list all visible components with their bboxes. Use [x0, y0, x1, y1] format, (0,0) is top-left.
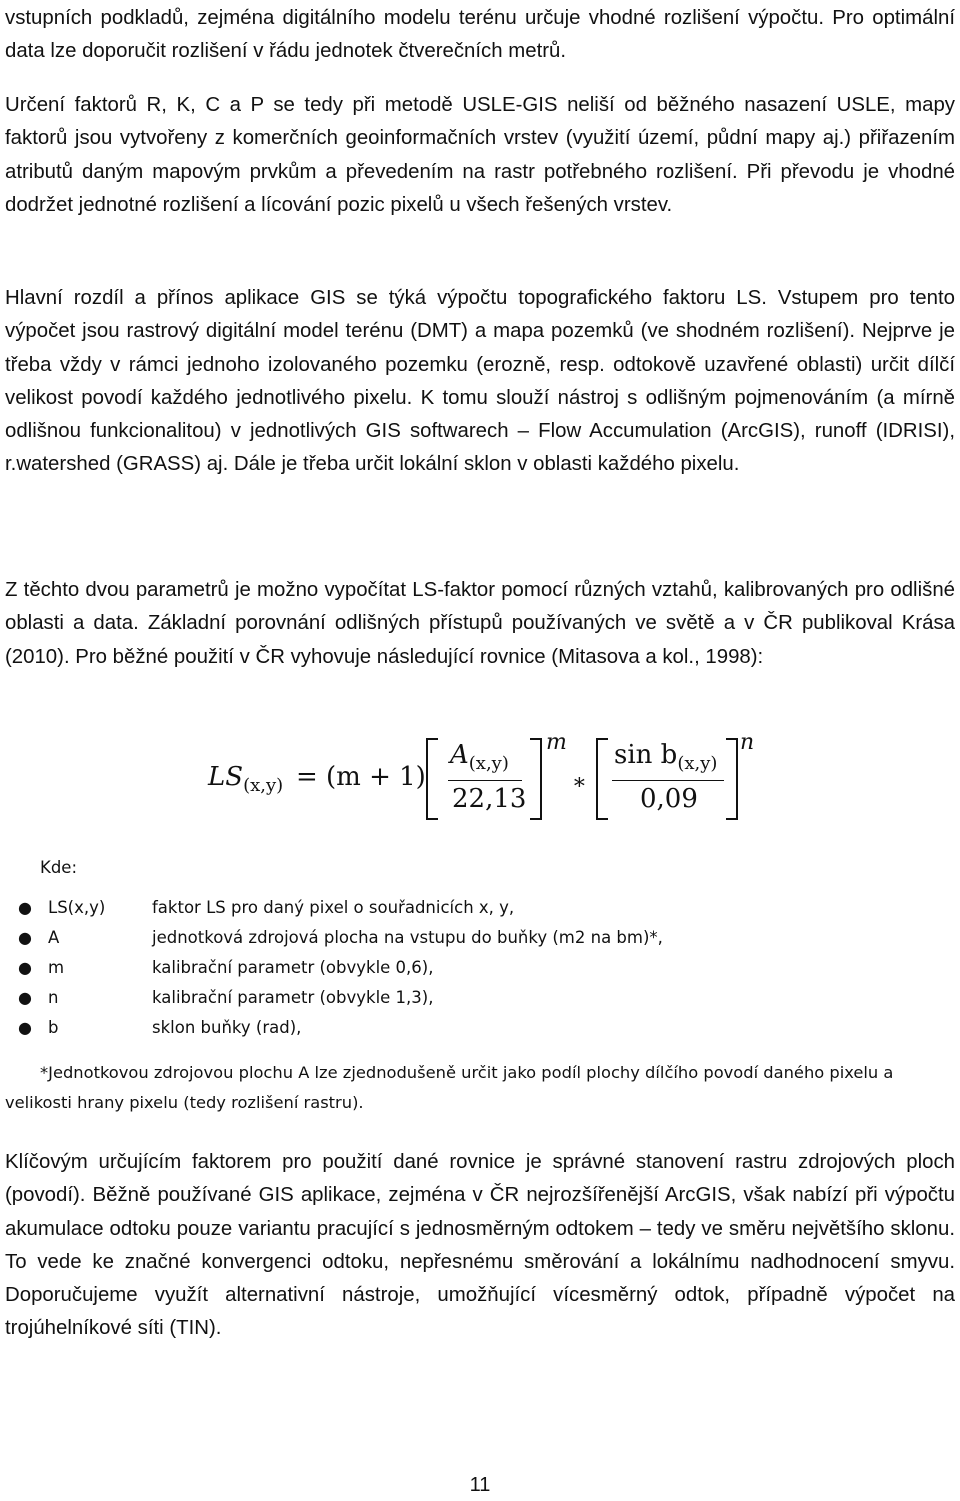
eq-bracket-right-1	[530, 738, 542, 820]
ls-equation	[200, 730, 800, 840]
eq-frac2-line	[612, 780, 724, 781]
legend-item	[18, 898, 920, 928]
eq-times: ∗	[572, 770, 587, 795]
legend-desc: faktor LS pro daný pixel o souřadnicích x, y,	[152, 898, 515, 917]
footnote-source-area: *Jednotkovou zdrojovou plochu A lze zjednodušeně určit jako podíl plochy dílčího povodí daného pixelu a velikosti hrany pixelu (tedy rozlišení rastru).	[5, 1063, 894, 1112]
eq-bracket-left-1	[426, 738, 438, 820]
eq-frac1-line	[448, 780, 522, 781]
paragraph-resolution: vstupních podkladů, zejména digitálního modelu terénu určuje vhodné rozlišení výpočtu. Pro optimální data lze doporučit rozlišení v řádu jednotek čtverečních metrů.	[5, 7, 955, 63]
legend-desc: sklon buňky (rad),	[152, 1018, 302, 1037]
legend-item	[18, 988, 920, 1018]
eq-lhs: $LS_{(x,y)}$	[208, 762, 284, 797]
bullet-icon: ●	[18, 958, 32, 977]
legend-item	[18, 928, 920, 958]
legend-term: n	[48, 988, 59, 1007]
bullet-icon: ●	[18, 898, 32, 917]
bullet-icon: ●	[18, 988, 32, 1007]
eq-exponent-n: n	[740, 730, 755, 755]
paragraph-conclusion: Klíčovým určujícím faktorem pro použití dané rovnice je správné stanovení rastru zdrojových ploch (povodí). Běžně používané GIS aplikace, zejména v ČR nejrozšířenější ArcGIS, však nabízí při výpočtu akumulace odtoku pouze variantu pracující s jednosměrným odtokem – tedy ve směru největšího sklonu. To vede ke značné konvergenci odtoku, nepřesnému směrování a lokálnímu nadhodnocení smyvu. Doporučujeme využít alternativní nástroje, umožňující vícesměrný odtok, případně výpočet na trojúhelníkové síti (TIN).	[5, 1151, 955, 1340]
eq-frac1-denominator: 22,13	[452, 784, 527, 814]
paragraph-factors: Určení faktorů R, K, C a P se tedy při metodě USLE-GIS neliší od běžného nasazení USLE, mapy faktorů jsou vytvořeny z komerčních geoinformačních vrstev (využití území, půdní mapy aj.) přiřazením atributů daným mapovým prvkům a převedením na rastr potřebného rozlišení. Při převodu je vhodné dodržet jednotné rozlišení a lícování pozic pixelů u všech řešených vrstev.	[5, 94, 955, 216]
eq-exponent-m: m	[546, 730, 567, 755]
paragraph-equation-intro: Z těchto dvou parametrů je možno vypočítat LS-faktor pomocí různých vztahů, kalibrovaných pro odlišné oblasti a data. Základní porovnání odlišných přístupů používaných ve světě a v ČR publikoval Krása (2010). Pro běžné použití v ČR vyhovuje následující rovnice (Mitasova a kol., 1998):	[5, 579, 955, 668]
legend-term: b	[48, 1018, 59, 1037]
eq-frac1-numerator: $A_{(x,y)}$	[450, 740, 509, 775]
eq-bracket-left-2	[596, 738, 608, 820]
eq-equals: =	[296, 762, 318, 792]
paragraph-ls-factor: Hlavní rozdíl a přínos aplikace GIS se týká výpočtu topografického faktoru LS. Vstupem pro tento výpočet jsou rastrový digitální model terénu (DMT) a mapa pozemků (ve shodném rozlišení). Nejprve je třeba vždy v rámci jednoho izolovaného pozemku (erozně, resp. odtokově uzavřené oblasti) určit dílčí velikost povodí každého jednotlivého pixelu. K tomu slouží nástroj s odlišným pojmenováním (a mírně odlišnou funkcionalitou) v jednotlivých GIS softwarech – Flow Accumulation (ArcGIS), runoff (IDRISI), r.watershed (GRASS) aj. Dále je třeba určit lokální sklon v oblasti každého pixelu.	[5, 287, 955, 476]
bullet-icon: ●	[18, 1018, 32, 1037]
legend-heading: Kde:	[40, 858, 78, 877]
eq-frac2-numerator: $\sin b_{(x,y)}$	[614, 740, 718, 775]
eq-frac2-denominator: 0,09	[640, 784, 698, 814]
eq-factor: (m + 1)	[326, 762, 426, 792]
legend-term: A	[48, 928, 60, 947]
legend-desc: jednotková zdrojová plocha na vstupu do buňky (m2 na bm)*,	[152, 928, 663, 947]
legend-term: m	[48, 958, 65, 977]
legend-desc: kalibrační parametr (obvykle 0,6),	[152, 958, 434, 977]
legend-desc: kalibrační parametr (obvykle 1,3),	[152, 988, 434, 1007]
legend-item	[18, 1018, 920, 1048]
bullet-icon: ●	[18, 928, 32, 947]
eq-bracket-right-2	[726, 738, 738, 820]
legend-item	[18, 958, 920, 988]
page-number: 11	[469, 1474, 491, 1496]
legend-term: LS(x,y)	[48, 898, 106, 917]
